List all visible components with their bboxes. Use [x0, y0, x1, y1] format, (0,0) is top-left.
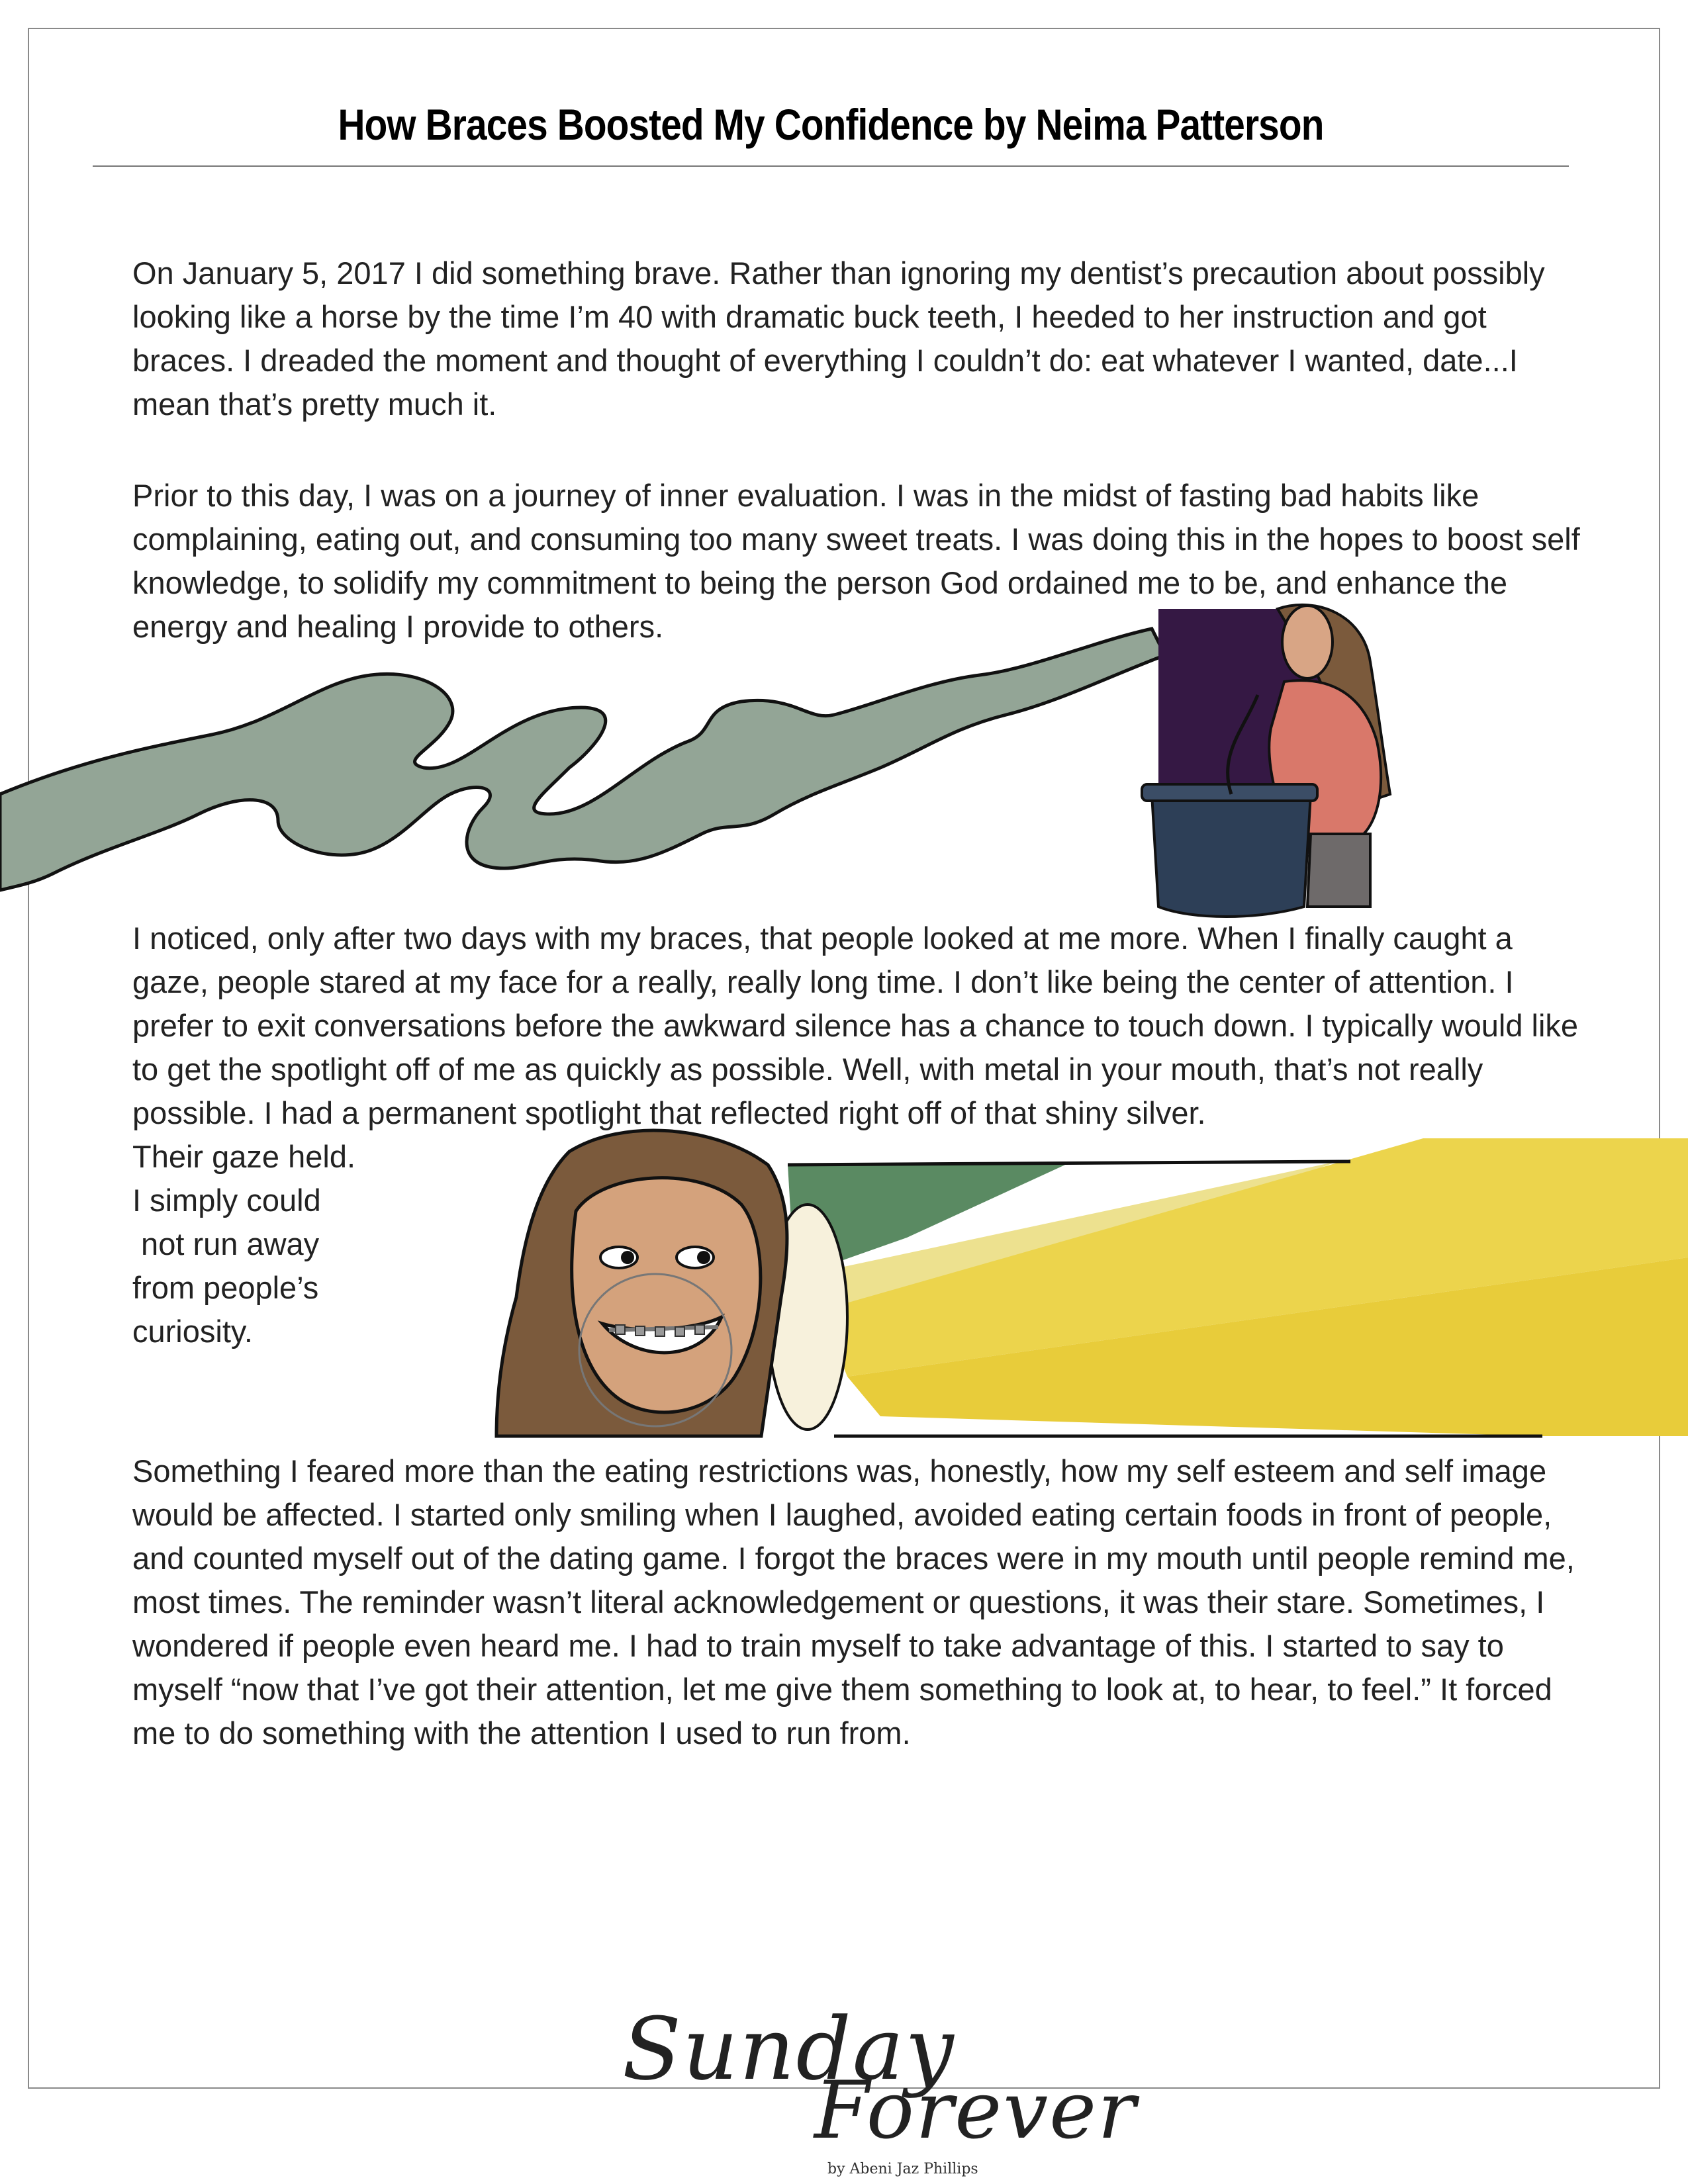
sunday-forever-logo: [596, 1999, 1137, 2177]
short-line-3: not run away: [132, 1226, 320, 1261]
smoke-illustration: [0, 596, 1423, 927]
short-line-4: from people’s: [132, 1270, 319, 1305]
woman-face: [1282, 606, 1333, 678]
woman-pants: [1307, 834, 1370, 907]
girl-face: [572, 1178, 761, 1412]
girl-pupil-left: [621, 1251, 634, 1264]
logo-line-1: Sunday: [622, 1999, 955, 2099]
logo-byline: by Abeni Jaz Phillips: [827, 2161, 978, 2177]
page-title: How Braces Boosted My Confidence by Neima Patterson: [338, 100, 1324, 149]
smoke-trail: [0, 629, 1165, 890]
title-divider: [93, 165, 1569, 167]
spotlight-illustration: [477, 1125, 1688, 1449]
trash-can: [1152, 794, 1311, 917]
paragraph-4: Something I feared more than the eating restrictions was, honestly, how my self esteem and self image would be affected. I started only smiling when I laughed, avoided eating certain foods in front of people, and counted myself out of the dating game. I forgot the braces were in my mouth until people remind me, most times. The reminder wasn’t literal acknowledgement or questions, it was their stare. Sometimes, I wondered if people even heard me. I had to train myself to take advantage of this. I started to say to myself “now that I’ve got their attention, let me give them something to look at, to hear, to feel.” It forced me to do something with the attention I used to run from.: [132, 1453, 1575, 1751]
paragraph-2: Prior to this day, I was on a journey of inner evaluation. I was in the midst of fasting bad habits like complaining, eating out, and consuming too many sweet treats. I was doing this in the hopes to boost self knowledge, to solidify my commitment to being the person God ordained me to be, and enhance the energy and healing I provide to others.: [132, 478, 1580, 644]
paragraph-1: On January 5, 2017 I did something brave. Rather than ignoring my dentist’s precaution about possibly looking like a horse by the time I’m 40 with dramatic buck teeth, I heeded to her instruction and got braces. I dreaded the moment and thought of everything I couldn’t do: eat whatever I wanted, date...I mean that’s pretty much it.: [132, 255, 1545, 422]
short-line-5: curiosity.: [132, 1314, 253, 1349]
girl-pupil-right: [697, 1251, 710, 1264]
logo-line-2: Forever: [814, 2065, 1137, 2157]
spotlight-edge: [788, 1161, 1350, 1165]
short-line-2: I simply could: [132, 1183, 321, 1218]
short-line-1: Their gaze held.: [132, 1139, 356, 1174]
paragraph-3-text: I noticed, only after two days with my braces, that people looked at me more. When I finally caught a gaze, people stared at my face for a really, really long time. I don’t like being the center of attention. I prefer to exit conversations before the awkward silence has a chance to touch down. I typically would like to get the spotlight off of me as quickly as possible. Well, with metal in your mouth, that’s not really possible. I had a permanent spotlight that reflected right off of that shiny silver.: [132, 921, 1579, 1130]
